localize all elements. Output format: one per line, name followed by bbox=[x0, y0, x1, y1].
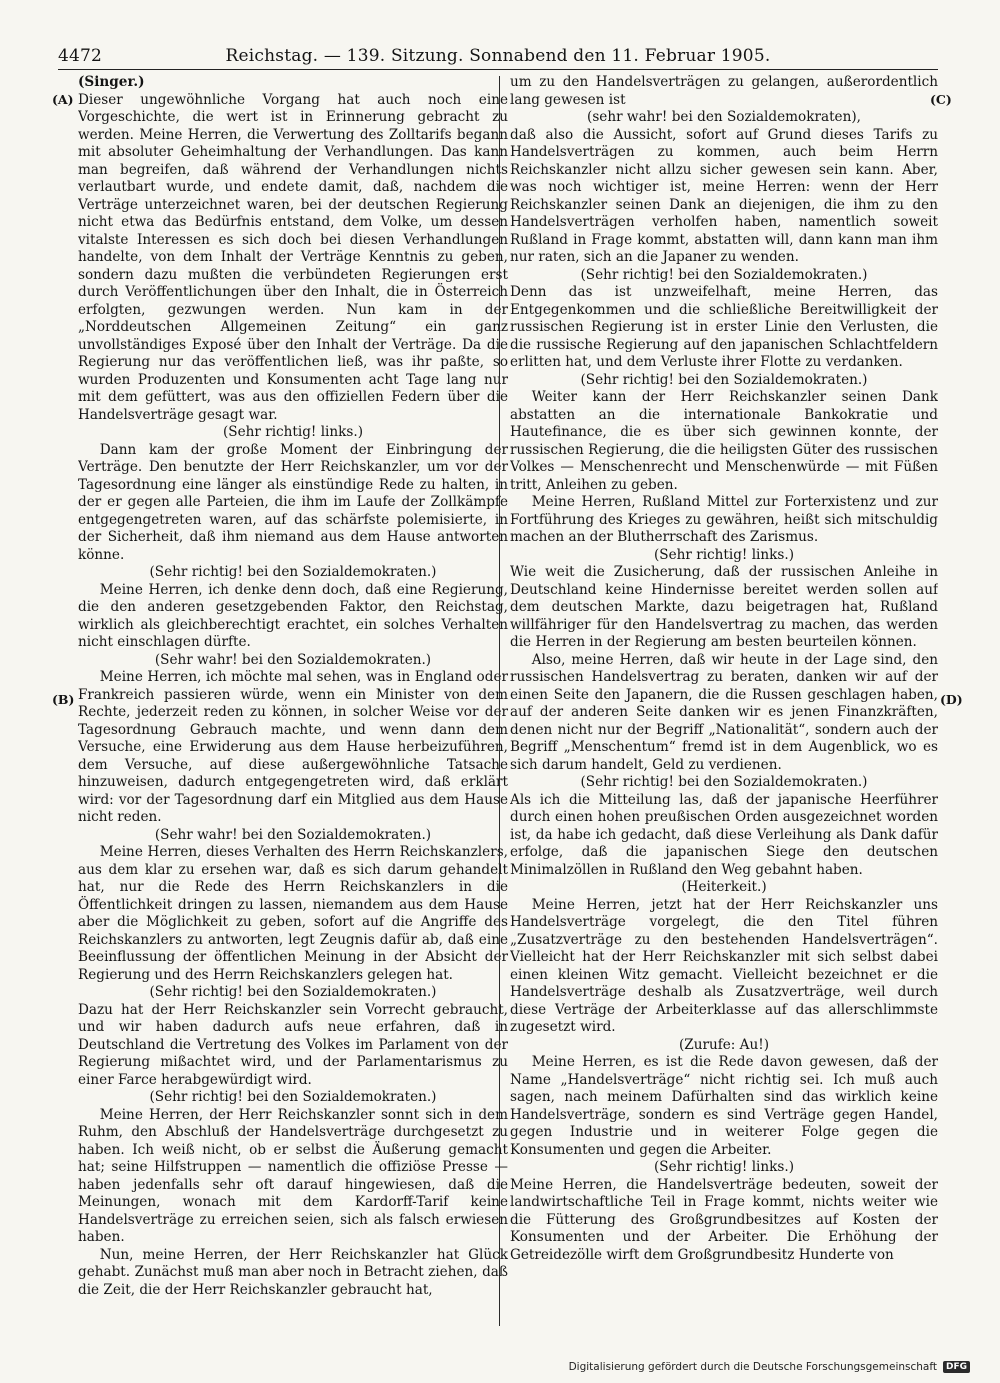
interjection: (Sehr richtig! bei den Sozialdemokraten.) bbox=[149, 564, 437, 580]
paragraph: Meine Herren, es ist die Rede davon gewesen, daß der Name „Handelsverträge“ nicht richtig sei. Ich muß auch sagen, nach meinem Dafürhalten sind das wirklich keine Handelsverträge, sondern es sind Verträge gegen Handel, gegen Industrie und in weiterer Folge gegen die Konsumenten und gegen die Arbeiter. bbox=[510, 1054, 938, 1158]
paragraph: Meine Herren, die Handelsverträge bedeuten, soweit der landwirtschaftliche Teil in Frage kommt, nichts weiter wie die Fütterung des Großgrundbesitzes auf Kosten der Konsumenten und der Arbeiter. Die Erhöhung der Getreidezölle wirft dem Großgrundbesitz Hunderte von bbox=[510, 1176, 938, 1263]
interjection: (sehr wahr! bei den Sozialdemokraten), bbox=[587, 109, 861, 125]
interjection: (Sehr richtig! bei den Sozialdemokraten.) bbox=[580, 266, 868, 283]
paragraph: Meine Herren, ich denke denn doch, daß eine Regierung, die den anderen gesetzgebenden Faktor, den Reichstag, wirklich als gleichberechtigt erachtet, ein solches Verhalten nicht einschlagen dürfte. bbox=[78, 581, 508, 650]
interjection: (Sehr richtig! bei den Sozialdemokraten.) bbox=[580, 371, 868, 388]
interjection: (Sehr richtig! links.) bbox=[653, 546, 795, 563]
interjection: (Sehr richtig! bei den Sozialdemokraten.) bbox=[149, 1089, 437, 1105]
interjection: (Sehr wahr! bei den Sozialdemokraten.) bbox=[154, 826, 432, 843]
paragraph: Denn das ist unzweifelhaft, meine Herren, das Entgegenkommen und die schließliche Bereitwilligkeit der russischen Regierung ist in erster Linie den Verlusten, die die russische Regierung auf den japanischen Schlachtfeldern erlitten hat, und dem Verluste ihrer Flotte zu verdanken. bbox=[510, 284, 938, 370]
paragraph: Dieser ungewöhnliche Vorgang hat auch noch eine Vorgeschichte, die wert ist in Erinnerung gebracht zu werden. Meine Herren, die Verwertung des Zolltarifs begann mit absoluter Geheimhaltung der Verhandlungen. Das kann man begreifen, daß während der Verhandlungen nichts verlautbart wurde, und endete damit, daß, nachdem die Verträge unterzeichnet waren, bei der deutschen Regierung nicht etwa das Bedürfnis entstand, dem Volke, um dessen vitalste Interessen es sich doch bei diesen Verhandlungen handelte, von dem Inhalt der Verträge Kenntnis zu geben, sondern dazu mußten die verbündeten Regierungen erst durch Veröffentlichungen über den Inhalt, die in Österreich erfolgten, gezwungen werden. Nun kam in der „Norddeutschen Allgemeinen Zeitung“ ein ganz unvollständiges Exposé über den Inhalt der Verträge. Da die Regierung nur das veröffentlichen ließ, was ihr paßte, so wurden Produzenten und Konsumenten acht Tage lang nur mit dem gefüttert, was aus den offiziellen Federn über die Handelsverträge gesagt war. bbox=[78, 91, 508, 423]
page-footer bbox=[569, 1361, 970, 1373]
margin-mark-b: (B) bbox=[52, 692, 75, 707]
paragraph: Dazu hat der Herr Reichskanzler sein Vorrecht gebraucht, und wir haben dadurch aufs neue erfahren, daß in Deutschland die Vertretung des Volkes im Parlament von der Regierung mißachtet wird, und der Parlamentarismus zu einer Farce herabgewürdigt wird. bbox=[78, 1001, 508, 1088]
paragraph: Als ich die Mitteilung las, daß der japanische Heerführer durch einen hohen preußischen Orden ausgezeichnet worden ist, da habe ich gedacht, daß diese Verleihung als Dank dafür erfolge, daß die japanischen Siege den deutschen Minimalzöllen in Rußland den Weg gebahnt haben. bbox=[510, 791, 938, 878]
header-rule bbox=[58, 69, 938, 70]
margin-mark-d: (D) bbox=[940, 692, 963, 707]
speaker-label: (Singer.) bbox=[78, 74, 145, 90]
page-number: 4472 bbox=[58, 46, 103, 66]
paragraph: Meine Herren, ich möchte mal sehen, was in England oder Frankreich passieren würde, wenn ein Minister von dem Rechte, jederzeit reden zu können, in solcher Weise vor der Tagesordnung Gebrauch machte, und wenn dann dem Versuche, eine Erwiderung aus dem Hause herbeizuführen, dem Versuche, auf diese außergewöhnliche Tatsache hinzuweisen, dadurch entgegengetreten wird, daß erklärt wird: vor der Tagesordnung darf ein Mitglied aus dem Hause nicht reden. bbox=[78, 669, 508, 825]
interjection: (Heiterkeit.) bbox=[681, 879, 767, 895]
interjection: (Sehr wahr! bei den Sozialdemokraten.) bbox=[154, 651, 432, 668]
right-column bbox=[510, 74, 938, 1326]
paragraph: daß also die Aussicht, sofort auf Grund dieses Tarifs zu Handelsverträgen zu kommen, auch beim Herrn Reichskanzler nicht allzu sicher gewesen sein kann. Aber, was noch wichtiger ist, meine Herren: wenn der Herr Reichskanzler seinen Dank an diejenigen, die ihm zu den Handelsverträgen verholfen haben, namentlich soweit Rußland in Frage kommt, abstatten will, dann kann man ihm nur raten, sich an die Japaner zu wenden. bbox=[510, 126, 938, 265]
interjection: (Sehr richtig! bei den Sozialdemokraten.) bbox=[149, 984, 437, 1000]
running-title: Reichstag. — 139. Sitzung. Sonnabend den 11. Februar 1905. bbox=[225, 46, 771, 66]
margin-mark-c: (C) bbox=[930, 92, 952, 107]
left-column bbox=[78, 74, 508, 1326]
paragraph: Weiter kann der Herr Reichskanzler seinen Dank abstatten an die internationale Bankokratie und Hautefinance, die es über sich gewinnen konnte, der russischen Regierung, die die heiligsten Güter des russischen Volkes — Menschenrecht und Menschenwürde — mit Füßen tritt, Anleihen zu geben. bbox=[510, 389, 938, 493]
interjection: (Sehr richtig! links.) bbox=[222, 424, 364, 440]
margin-mark-a: (A) bbox=[52, 92, 74, 107]
paragraph: Dann kam der große Moment der Einbringung der Verträge. Den benutzte der Herr Reichskanzler, um vor der Tagesordnung eine länger als einstündige Rede zu halten, in der er gegen alle Parteien, die ihm im Laufe der Zollkämpfe entgegengetreten waren, auf das schärfste polemisierte, in der Sicherheit, daß ihm niemand aus dem Hause antworten könne. bbox=[78, 441, 508, 563]
interjection: (Zurufe: Au!) bbox=[678, 1036, 770, 1053]
footer-credit: Digitalisierung gefördert durch die Deutsche Forschungsgemeinschaft bbox=[568, 1361, 937, 1373]
paragraph: Meine Herren, jetzt hat der Herr Reichskanzler uns Handelsverträge vorgelegt, die den Titel führen „Zusatzverträge zu den bestehenden Handelsverträgen“. Vielleicht hat der Herr Reichskanzler mit sich selbst dabei einen kleinen Witz gemacht. Vielleicht bezeichnet er die Handelsverträge deshalb als Zusatzverträge, weil durch diese Verträge der Arbeiterklasse auf das allerschlimmste zugesetzt wird. bbox=[510, 896, 938, 1035]
paragraph: um zu den Handelsverträgen zu gelangen, außerordentlich lang gewesen ist bbox=[510, 74, 938, 108]
interjection: (Sehr richtig! bei den Sozialdemokraten.) bbox=[580, 774, 868, 790]
paragraph: Meine Herren, der Herr Reichskanzler sonnt sich in dem Ruhm, den Abschluß der Handelsverträge durchgesetzt zu haben. Ich weiß nicht, ob er selbst die Äußerung gemacht hat; seine Hilfstruppen — namentlich die offiziöse Presse — haben jedenfalls sehr oft darauf hingewiesen, daß die Meinungen, wonach mit dem Kardorff-Tarif keine Handelsverträge zu erreichen seien, sich als falsch erwiesen haben. bbox=[78, 1106, 508, 1245]
paragraph: Wie weit die Zusicherung, daß der russischen Anleihe in Deutschland keine Hindernisse bereitet werden sollen auf dem deutschen Markte, dazu beigetragen hat, Rußland willfähriger für den Handelsvertrag zu machen, das werden die Herren in der Regierung am besten beurteilen können. bbox=[510, 564, 938, 650]
interjection: (Sehr richtig! links.) bbox=[653, 1159, 795, 1175]
paragraph: Meine Herren, dieses Verhalten des Herrn Reichskanzlers, aus dem klar zu ersehen war, daß es sich darum gehandelt hat, nur die Rede des Herrn Reichskanzlers in die Öffentlichkeit dringen zu lassen, niemandem aus dem Hause aber die Möglichkeit zu geben, sofort auf die Angriffe des Reichskanzlers zu antworten, legt Zeugnis dafür ab, daß eine Beeinflussung der öffentlichen Meinung in der Absicht der Regierung und des Herrn Reichskanzlers gelegen hat. bbox=[78, 844, 508, 983]
dfg-logo: DFG bbox=[943, 1361, 970, 1373]
paragraph: Nun, meine Herren, der Herr Reichskanzler hat Glück gehabt. Zunächst muß man aber noch in Betracht ziehen, daß die Zeit, die der Herr Reichskanzler gebraucht hat, bbox=[78, 1246, 508, 1298]
column-divider bbox=[499, 76, 500, 1326]
page-header bbox=[58, 44, 938, 68]
paragraph: Meine Herren, Rußland Mittel zur Forterxistenz und zur Fortführung des Krieges zu gewähren, heißt sich mitschuldig machen an der Blutherrschaft des Zarismus. bbox=[510, 494, 938, 545]
paragraph: Also, meine Herren, daß wir heute in der Lage sind, den russischen Handelsvertrag zu beraten, danken wir auf der einen Seite den Japanern, die die Russen geschlagen haben, auf der anderen Seite danken wir es jenen Finanzkräften, denen nicht nur der Begriff „Nationalität“, sondern auch der Begriff „Menschentum“ fremd ist in dem Augenblick, wo es sich darum handelt, Geld zu verdienen. bbox=[510, 651, 938, 773]
